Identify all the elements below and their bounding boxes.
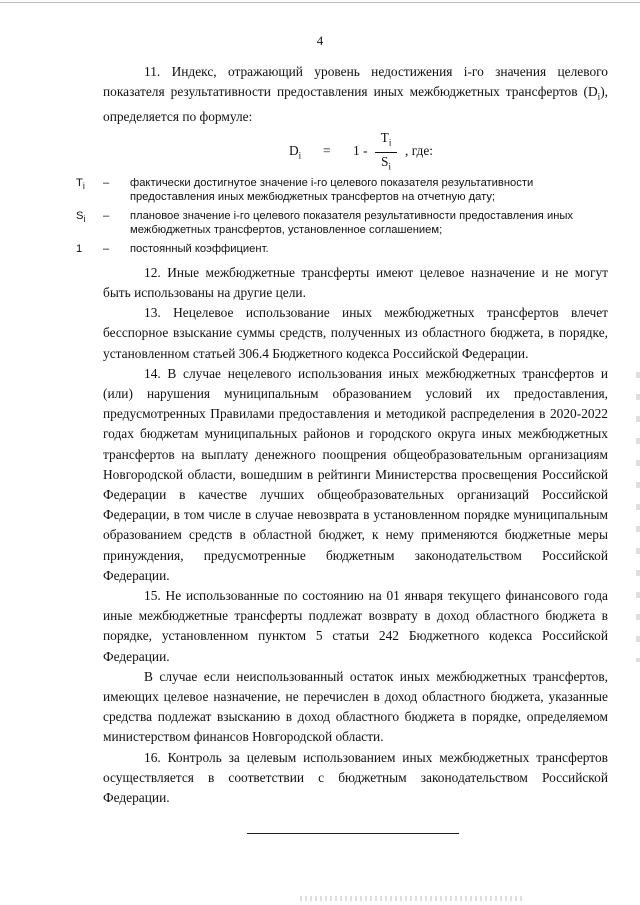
definition-symbol: $S_i$	[76, 210, 86, 225]
definition-symbol: 1	[76, 243, 83, 256]
paragraph-12: 12. Иные межбюджетные трансферты имеют целевое назначение и не могут быть использованы на другие цели.	[103, 264, 608, 300]
formula-equals: =	[323, 143, 331, 159]
formula-where: , где:	[405, 143, 433, 159]
definition-item	[76, 177, 608, 204]
paragraph-16: 16. Контроль за целевым использованием иных межбюджетных трансфертов осуществляется в соответствии с бюджетным законодательством Российской Федерации.	[103, 749, 608, 806]
scan-top-edge	[0, 2, 640, 3]
scan-footer-marks	[300, 896, 525, 901]
formula-denominator: $S_i$	[381, 153, 391, 172]
definition-item	[76, 210, 608, 237]
formula-fraction	[375, 129, 397, 175]
paragraph-13: 13. Нецелевое использование иных межбюджетных трансфертов влечет бесспорное взыскание суммы средств, полученных из областного бюджета, в порядке, установленном статьей 306.4 Бюджетного кодекса Российской Федерации.	[103, 305, 608, 361]
definition-item	[76, 243, 608, 257]
paragraph-14: 14. В случае нецелевого использования иных межбюджетных трансфертов и (или) нарушения муниципальным образованием условий их предоставления, предусмотренных Правилами предоставления и методикой распределения в 2020-2022 годах бюджетам муниципальных районов и городского округа иных межбюджетных трансфертов на выплату денежного поощрения общеобразовательным организациям Новгородской области, вошедшим в рейтинги Министерства просвещения Российской Федерации в качестве лучших общеобразовательных организаций Российской Федерации, в том числе в случае невозврата в установленном порядке муниципальным образованием средств в областной бюджет, к нему применяются бюджетные меры принуждения, предусмотренные бюджетным законодательством Российской Федерации.	[103, 365, 608, 583]
document-body	[76, 62, 608, 808]
paragraph-15-continued: В случае если неиспользованный остаток иных межбюджетных трансфертов, имеющих целевое назначение, не перечислен в доход областного бюджета, указанные средства подлежат взысканию в доход областного бюджета в порядке, определяемом министерством финансов Новгородской области.	[103, 668, 608, 745]
formula	[103, 129, 608, 173]
scan-edge-marks	[636, 372, 640, 662]
definition-symbol: $T_i$	[76, 177, 85, 192]
end-rule	[247, 833, 459, 834]
definition-dash: –	[103, 243, 110, 256]
definition-text: фактически достигнутое значение i-го целевого показателя результативности предоставления иных межбюджетных трансфертов на отчетную дату;	[130, 177, 534, 203]
formula-numerator: $T_i$	[375, 129, 397, 153]
paragraph-15: 15. Не использованные по состоянию на 01 января текущего финансового года иные межбюджетные трансферты подлежат возврату в доход областного бюджета в порядке, установленном пунктом 5 статьи 242 Бюджетного кодекса Российской Федерации.	[103, 588, 608, 664]
definition-dash: –	[103, 210, 110, 223]
definition-text: постоянный коэффициент.	[130, 243, 269, 256]
formula-one-minus: 1 -	[353, 143, 368, 159]
definition-text: плановое значение i-го целевого показателя результативности предоставления иных межбюджетных трансфертов, установленное соглашением;	[130, 210, 574, 236]
definitions-list	[76, 177, 608, 257]
page-number: 4	[316, 33, 324, 48]
paragraph-11: 11. Индекс, отражающий уровень недостижения i-го значения целевого показателя результативности предоставления иных межбюджетных трансфертов $(D_i)$, определяется по формуле:	[103, 64, 608, 125]
formula-lhs: $D_i$	[289, 143, 302, 161]
definition-dash: –	[103, 177, 110, 190]
